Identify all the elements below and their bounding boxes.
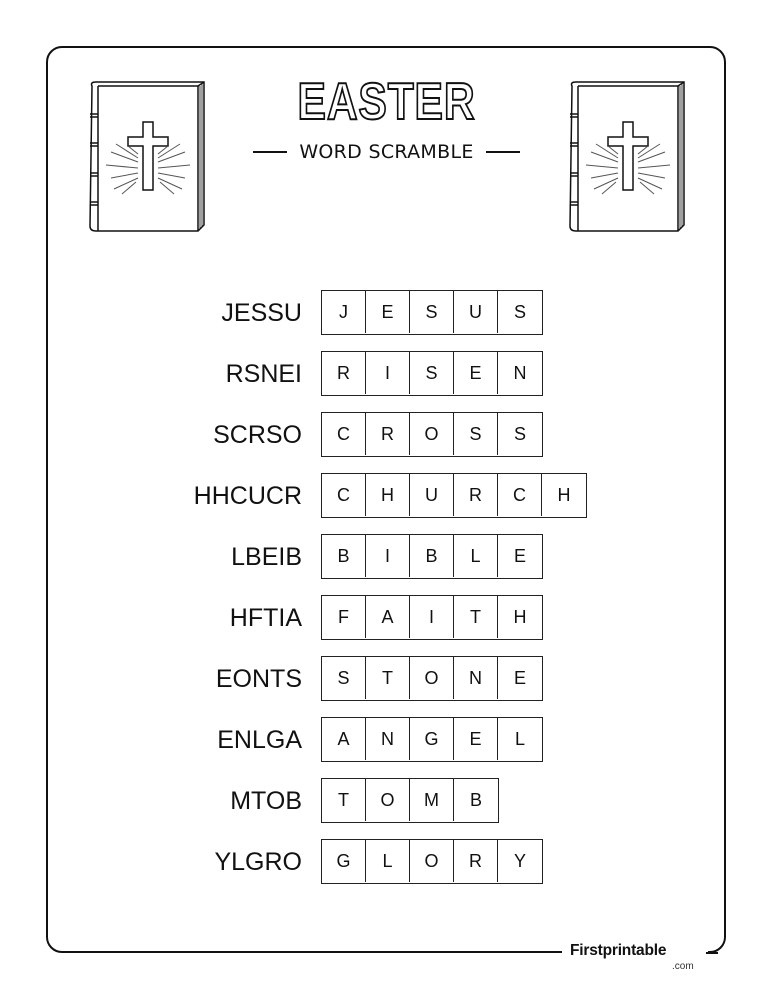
answer-letter-box[interactable]: T <box>322 779 366 821</box>
scrambled-word <box>0 656 302 702</box>
scrambled-word <box>0 595 302 641</box>
answer-letter-box[interactable]: E <box>366 291 410 333</box>
answer-boxes <box>321 351 543 396</box>
answer-boxes <box>321 290 543 335</box>
answer-letter-box[interactable]: C <box>322 413 366 455</box>
answer-letter-box[interactable]: M <box>410 779 454 821</box>
answer-letter-box[interactable]: H <box>557 484 571 505</box>
scrambled-word-label: HFTIA <box>229 603 302 632</box>
answer-letter-box[interactable]: E <box>454 718 498 760</box>
answer-boxes <box>321 534 543 579</box>
answer-boxes <box>321 717 543 762</box>
scrambled-word <box>0 351 302 397</box>
answer-boxes <box>321 839 543 884</box>
footer-rule-right <box>706 952 718 954</box>
answer-letter-box[interactable]: H <box>513 606 527 627</box>
brand-suffix: .com <box>672 961 694 972</box>
answer-letter-box[interactable]: R <box>322 352 366 394</box>
answer-letter-box[interactable]: B <box>469 789 482 810</box>
scrambled-word-label: RSNEI <box>225 359 302 388</box>
answer-letter-box[interactable]: B <box>410 535 454 577</box>
scrambled-word <box>0 717 302 763</box>
answer-letter-box[interactable]: A <box>366 596 410 638</box>
page-title: EASTER <box>297 73 476 131</box>
scrambled-word-label: HHCUCR <box>193 481 302 510</box>
answer-letter-box[interactable]: E <box>454 352 498 394</box>
answer-letter-box[interactable]: I <box>366 535 410 577</box>
scrambled-word-label: SCRSO <box>213 420 302 449</box>
answer-boxes <box>321 412 543 457</box>
answer-boxes <box>321 778 499 823</box>
answer-letter-box[interactable]: B <box>322 535 366 577</box>
bible-with-cross-icon <box>566 80 688 235</box>
subtitle-rule-left <box>253 151 287 153</box>
scrambled-word <box>0 839 302 885</box>
scrambled-word-label: YLGRO <box>214 847 302 876</box>
scrambled-word <box>0 473 302 519</box>
scrambled-word <box>0 290 302 336</box>
answer-letter-box[interactable]: C <box>322 474 366 516</box>
scrambled-word <box>0 778 302 824</box>
answer-boxes <box>321 656 543 701</box>
answer-letter-box[interactable]: O <box>410 657 454 699</box>
page-subtitle: WORD SCRAMBLE <box>299 141 474 163</box>
answer-letter-box[interactable]: S <box>513 423 526 444</box>
answer-letter-box[interactable]: O <box>366 779 410 821</box>
scrambled-word-label: MTOB <box>230 786 302 815</box>
answer-letter-box[interactable]: L <box>514 728 525 749</box>
scrambled-word <box>0 412 302 458</box>
answer-letter-box[interactable]: U <box>410 474 454 516</box>
scrambled-word <box>0 534 302 580</box>
answer-letter-box[interactable]: N <box>454 657 498 699</box>
brand-logo: Firstprintable <box>570 942 667 959</box>
answer-letter-box[interactable]: N <box>366 718 410 760</box>
answer-letter-box[interactable]: U <box>454 291 498 333</box>
answer-letter-box[interactable]: O <box>410 413 454 455</box>
scrambled-word-label: JESSU <box>221 298 302 327</box>
answer-letter-box[interactable]: A <box>322 718 366 760</box>
answer-letter-box[interactable]: T <box>366 657 410 699</box>
answer-letter-box[interactable]: I <box>366 352 410 394</box>
answer-letter-box[interactable]: I <box>410 596 454 638</box>
answer-letter-box[interactable]: O <box>410 840 454 882</box>
answer-letter-box[interactable]: Y <box>513 850 526 871</box>
answer-letter-box[interactable]: S <box>513 301 526 322</box>
answer-letter-box[interactable]: N <box>513 362 527 383</box>
answer-boxes <box>321 473 587 518</box>
answer-letter-box[interactable]: H <box>366 474 410 516</box>
answer-letter-box[interactable]: G <box>322 840 366 882</box>
answer-letter-box[interactable]: S <box>454 413 498 455</box>
answer-letter-box[interactable]: R <box>454 840 498 882</box>
answer-letter-box[interactable]: S <box>410 352 454 394</box>
scrambled-word-label: ENLGA <box>217 725 302 754</box>
answer-letter-box[interactable]: C <box>498 474 542 516</box>
answer-letter-box[interactable]: L <box>366 840 410 882</box>
answer-letter-box[interactable]: T <box>454 596 498 638</box>
answer-boxes <box>321 595 543 640</box>
answer-letter-box[interactable]: F <box>322 596 366 638</box>
subtitle-rule-right <box>486 151 520 153</box>
answer-letter-box[interactable]: R <box>366 413 410 455</box>
scrambled-word-label: LBEIB <box>231 542 302 571</box>
answer-letter-box[interactable]: J <box>322 291 366 333</box>
answer-letter-box[interactable]: S <box>322 657 366 699</box>
bible-with-cross-icon <box>86 80 208 235</box>
answer-letter-box[interactable]: E <box>513 667 526 688</box>
answer-letter-box[interactable]: S <box>410 291 454 333</box>
answer-letter-box[interactable]: R <box>454 474 498 516</box>
answer-letter-box[interactable]: G <box>410 718 454 760</box>
scrambled-word-label: EONTS <box>215 664 302 693</box>
answer-letter-box[interactable]: L <box>454 535 498 577</box>
answer-letter-box[interactable]: E <box>513 545 526 566</box>
